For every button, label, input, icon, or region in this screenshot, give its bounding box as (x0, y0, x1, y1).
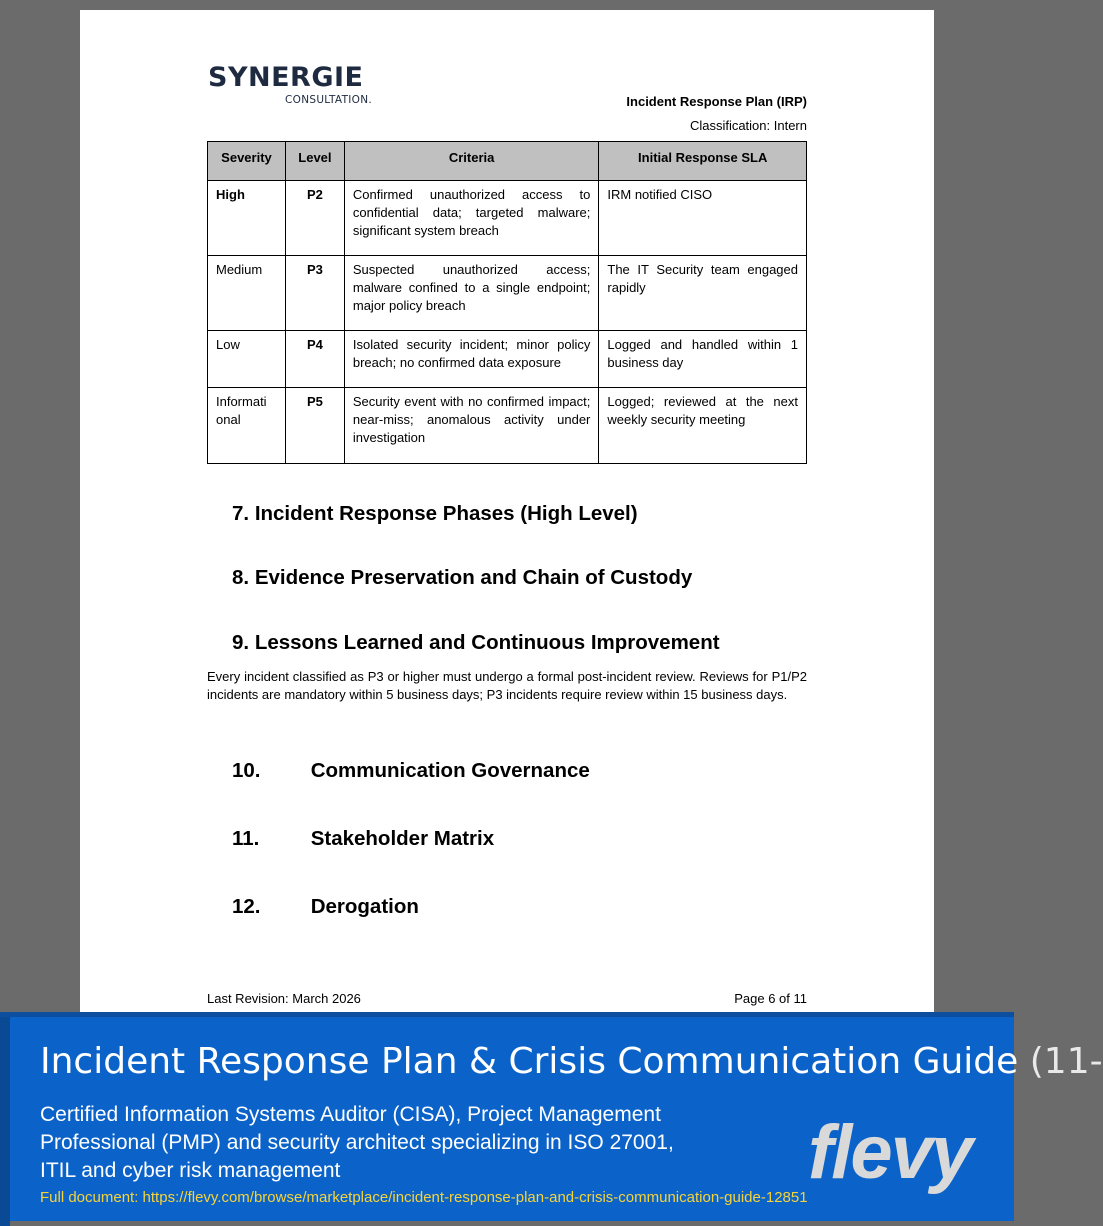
section-9-paragraph: Every incident classified as P3 or higher must undergo a formal post-incident review. Reviews for P1/P2 incidents are mandatory within 5 business days; P3 incidents require review within 15 business days. (207, 669, 807, 702)
section-title: Lessons Learned and Continuous Improvement (254, 631, 720, 654)
cell-severity: Informati onal (208, 388, 286, 464)
flevy-logo: flevy (808, 1110, 972, 1195)
cell-level: P5 (285, 388, 344, 464)
section-heading-11 (232, 827, 494, 851)
footer-page-number: Page 6 of 11 (734, 991, 807, 1006)
section-number: 7. (232, 502, 250, 525)
section-number: 9. (232, 631, 250, 654)
cell-sla: Logged and handled within 1 business day (599, 331, 807, 388)
cell-sla: Logged; reviewed at the next weekly security meeting (599, 388, 807, 464)
section-heading-12 (232, 895, 419, 919)
banner-edge-stripe (0, 1017, 10, 1226)
table-row (208, 181, 807, 256)
header-criteria: Criteria (344, 142, 599, 181)
cell-criteria: Suspected unauthorized access; malware confined to a single endpoint; major policy breach (344, 256, 599, 331)
cell-level: P3 (285, 256, 344, 331)
cell-severity: High (208, 181, 286, 256)
cell-severity: Medium (208, 256, 286, 331)
banner-title (40, 1041, 1103, 1082)
header-severity: Severity (208, 142, 286, 181)
section-title: Evidence Preservation and Chain of Custody (254, 566, 693, 589)
cell-criteria: Isolated security incident; minor policy breach; no confirmed data exposure (344, 331, 599, 388)
section-number: 12. (232, 895, 261, 918)
document-page (80, 10, 934, 1020)
section-heading-10 (232, 759, 590, 783)
classification-label: Classification: Intern (689, 118, 807, 133)
cell-sla: The IT Security team engaged rapidly (599, 256, 807, 331)
section-title: Communication Governance (310, 759, 590, 782)
table-header-row (208, 142, 807, 181)
full-document-link[interactable]: Full document: https://flevy.com/browse/marketplace/incident-response-plan-and-crisis-communication-guide-12851 (40, 1189, 808, 1206)
cell-level: P4 (285, 331, 344, 388)
section-heading-8 (232, 566, 692, 590)
cell-severity: Low (208, 331, 286, 388)
banner-title-main: Incident Response Plan & Crisis Communication Guide (40, 1041, 1019, 1082)
table-row (208, 256, 807, 331)
cell-criteria: Confirmed unauthorized access to confidential data; targeted malware; significant system breach (344, 181, 599, 256)
logo-wordmark: SYNERGIE (208, 62, 364, 93)
section-number: 8. (232, 566, 250, 589)
severity-table (207, 141, 807, 464)
section-title: Stakeholder Matrix (310, 827, 495, 850)
footer-revision: Last Revision: March 2026 (207, 991, 361, 1006)
cell-criteria: Security event with no confirmed impact; near-miss; anomalous activity under investigation (344, 388, 599, 464)
cell-sla: IRM notified CISO (599, 181, 807, 256)
section-title: Incident Response Phases (High Level) (254, 502, 638, 525)
section-title: Derogation (310, 895, 419, 918)
table-row (208, 331, 807, 388)
section-heading-9 (232, 631, 720, 655)
section-heading-7 (232, 502, 638, 526)
document-title: Incident Response Plan (IRP) (626, 94, 807, 109)
logo-subtext: CONSULTATION. (285, 94, 373, 106)
header-level: Level (285, 142, 344, 181)
header-sla: Initial Response SLA (599, 142, 807, 181)
promo-banner (0, 1012, 1103, 1221)
company-logo (208, 62, 408, 112)
cell-level: P2 (285, 181, 344, 256)
section-number: 10. (232, 759, 261, 782)
banner-title-suffix: (11- (1029, 1041, 1103, 1082)
section-number: 11. (232, 827, 260, 850)
banner-description: Certified Information Systems Auditor (CISA), Project Management Professional (PMP) and security architect specializing in ISO 27001, ITIL and cyber risk management (40, 1103, 674, 1182)
table-row (208, 388, 807, 464)
